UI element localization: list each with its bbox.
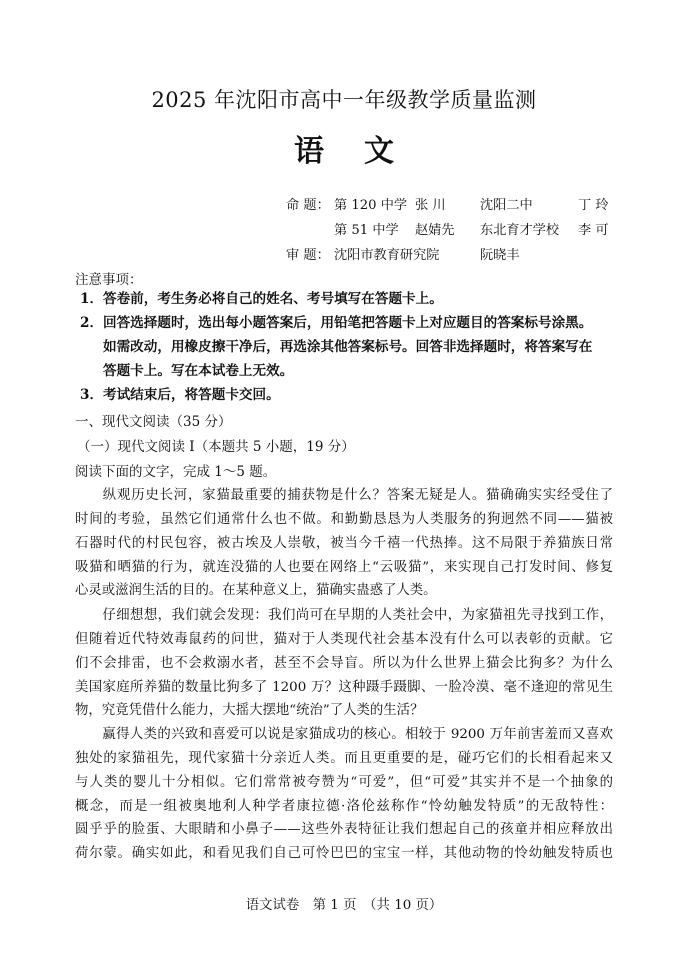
section-heading: 一、现代文阅读（35 分）	[75, 414, 232, 430]
page-footer: 语文试卷 第 1 页 （共 10 页）	[245, 898, 443, 913]
proposer-school: 沈阳二中	[480, 198, 533, 213]
passage-paragraph-3: 赢得人类的兴致和喜爱可以说是家猫成功的核心。相较于 9200 万年前害羞而又喜欢 独处的家猫祖先，现代家猫十分亲近人类。而且更重要的是，碰巧它们的长相看起来又 与人类的婴儿十分相似。它们常常被夸赞为“可爱”，但“可爱”其实并不是一个抽象的 概念，而是一组被奥地利人种学者康拉德·洛伦兹称作“怜幼触发特质”的无敌特性： 圆乎乎的脸蛋、大眼睛和小鼻子——这些外表特征让我们想起自己的孩童并相应释放出 荷尔蒙。确实如此，和看见我们自己可怜巴巴的宝宝一样，其他动物的怜幼触发特质也	[75, 727, 613, 862]
passage-paragraph-2: 仔细想想，我们就会发现：我们尚可在早期的人类社会中，为家猫祖先寻找到工作， 但随着近代特效毒鼠药的问世，猫对于人类现代社会基本没有什么可以表彰的贡献。它 们不会排雷，也不会救溺水者，甚至不会导盲。所以为什么世界上猫会比狗多？为什么 美国家庭所养猫的数量比狗多了 1200 万？这种蹑手蹑脚、一脸冷漠、毫不逢迎的常见生 物，究竟凭借什么能力，大摇大摆地“统治”了人类的生活？	[75, 608, 613, 719]
proposer-school: 第 51 中学	[334, 223, 399, 238]
notice-item-2-cont: 如需改动，用橡皮擦干净后，再选涂其他答案标号。回答非选择题时，将答案写在	[103, 339, 593, 355]
notice-item-2: 2．回答选择题时，选出每小题答案后，用铅笔把答题卡上对应题目的答案标号涂黑。	[80, 315, 593, 331]
exam-title: 2025 年沈阳市高中一年级教学质量监测	[151, 88, 537, 112]
proposer-name: 丁 玲	[578, 198, 609, 213]
proposer-row-1	[0, 194, 688, 214]
reviewer-row	[0, 244, 688, 264]
notice-heading: 注意事项：	[75, 272, 143, 288]
proposer-school: 第 120 中学	[334, 198, 408, 213]
proposer-name: 李 可	[578, 223, 609, 238]
reviewer-org: 沈阳市教育研究院	[334, 248, 440, 263]
notice-item-2-cont: 答题卡上。写在本试卷上无效。	[103, 363, 294, 379]
proposer-name: 赵婧先	[415, 223, 455, 238]
proposer-label: 命 题：	[286, 198, 330, 213]
notice-list	[80, 287, 620, 407]
proposer-school: 东北育才学校	[480, 223, 560, 238]
passage-paragraph-1: 纵观历史长河，家猫最重要的捕获物是什么？答案无疑是人。猫确确实实经受住了 时间的考验，虽然它们通常什么也不做。和勤勤恳恳为人类服务的狗迥然不同——猫被 石器时代的村民包容，被古埃及人崇敬，被当今千禧一代热捧。这不局限于养猫族日常 吸猫和晒猫的行为，就连没猫的人也要在网络上“云吸猫”，来实现自己打发时间、修复 心灵或滋润生活的目的。在某种意义上，猫确实蛊惑了人类。	[75, 488, 613, 599]
subject-title	[0, 126, 688, 170]
proposer-name: 张 川	[415, 198, 446, 213]
reviewer-label: 审 题：	[286, 248, 330, 263]
reviewer-name: 阮晓丰	[480, 248, 520, 263]
subject-char-1: 语	[294, 134, 324, 169]
subsection-heading: （一）现代文阅读 I（本题共 5 小题，19 分）	[77, 439, 355, 455]
proposer-row-2	[0, 219, 688, 239]
notice-item-3: 3．考试结束后，将答题卡交回。	[80, 387, 280, 403]
instruction-text: 阅读下面的文字，完成 1～5 题。	[75, 464, 277, 480]
notice-item-1: 1．答卷前，考生务必将自己的姓名、考号填写在答题卡上。	[80, 291, 443, 307]
subject-char-2: 文	[364, 134, 394, 169]
